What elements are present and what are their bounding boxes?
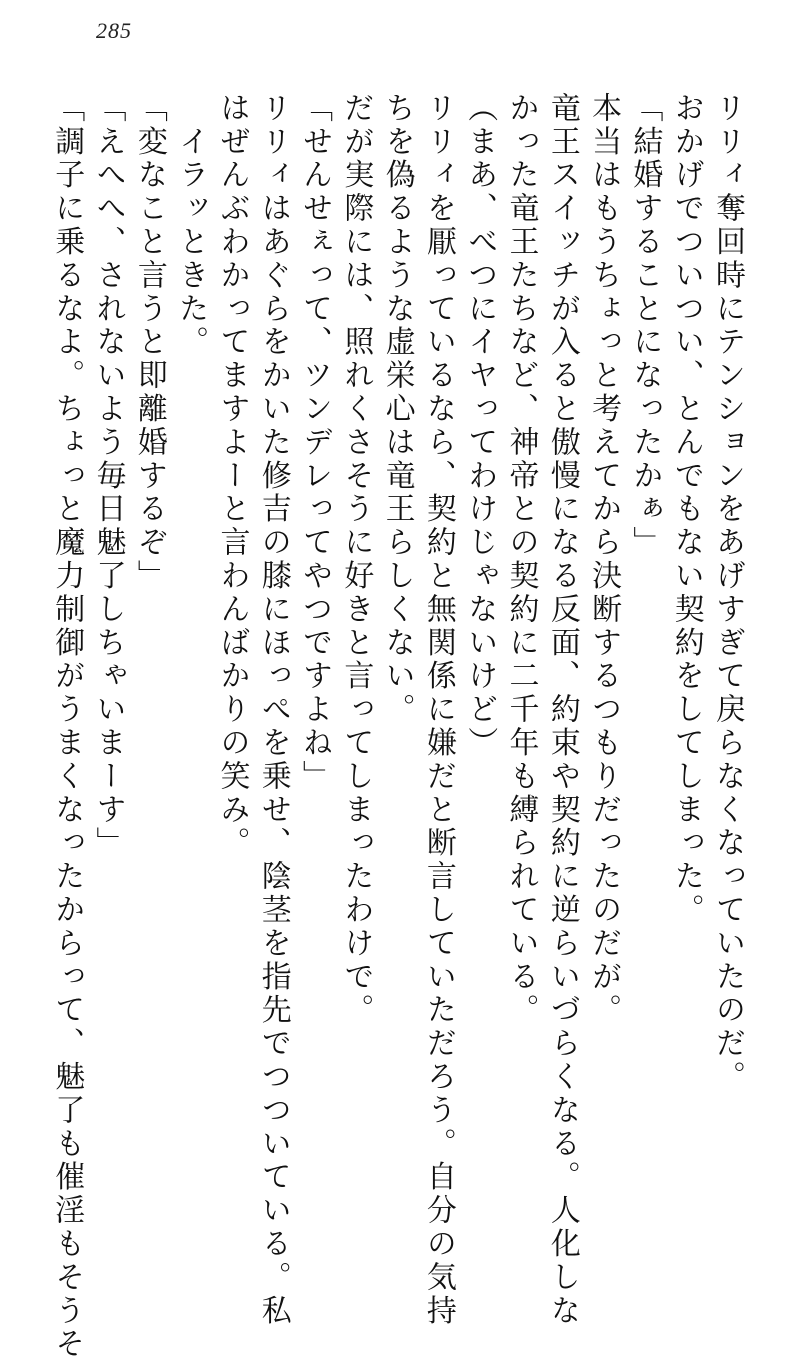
text-line: （まあ、べつにイヤってわけじゃないけど） xyxy=(462,92,498,760)
text-line: リリィを厭っているなら、契約と無関係に嫌だと断言していただろう。自分の気持 xyxy=(420,92,456,1328)
text-line: リリィはあぐらをかいた修吉の膝にほっぺを乗せ、陰茎を指先でつついている。私 xyxy=(255,92,291,1328)
page-number: 285 xyxy=(96,18,132,43)
text-line: リリィ奪回時にテンションをあげすぎて戻らなくなっていたのだ。 xyxy=(710,92,745,1094)
text-line: おかげでついつい、とんでもない契約をしてしまった。 xyxy=(668,92,704,927)
text-line: だが実際には、照れくさそうに好きと言ってしまったわけで。 xyxy=(338,92,374,1028)
text-line: 「調子に乗るなよ。ちょっと魔力制御がうまくなったからって、魅了も催淫もそうそ xyxy=(49,92,85,1361)
text-line: はぜんぶわかってますよーと言わんばかりの笑み。 xyxy=(214,92,250,861)
text-line: かった竜王たちなど、神帝との契約に二千年も縛られている。 xyxy=(503,92,539,1028)
text-line: 「せんせぇって、ツンデレってやつですよね」 xyxy=(297,92,333,794)
vertical-text-body xyxy=(46,92,748,1361)
text-line: 「えへへ、されないよう毎日魅了しちゃいまーす」 xyxy=(90,92,126,861)
text-line: 竜王スイッチが入ると傲慢になる反面、約束や契約に逆らいづらくなる。人化しな xyxy=(544,92,580,1328)
text-line: イラッときた。 xyxy=(173,92,209,360)
text-line: 「結婚することになったかぁ」 xyxy=(627,92,663,560)
text-line: 「変なこと言うと即離婚するぞ」 xyxy=(131,92,167,593)
text-line: ちを偽るような虚栄心は竜王らしくない。 xyxy=(379,92,415,727)
text-line: 本当はもうちょっと考えてから決断するつもりだったのだが。 xyxy=(586,92,622,1028)
